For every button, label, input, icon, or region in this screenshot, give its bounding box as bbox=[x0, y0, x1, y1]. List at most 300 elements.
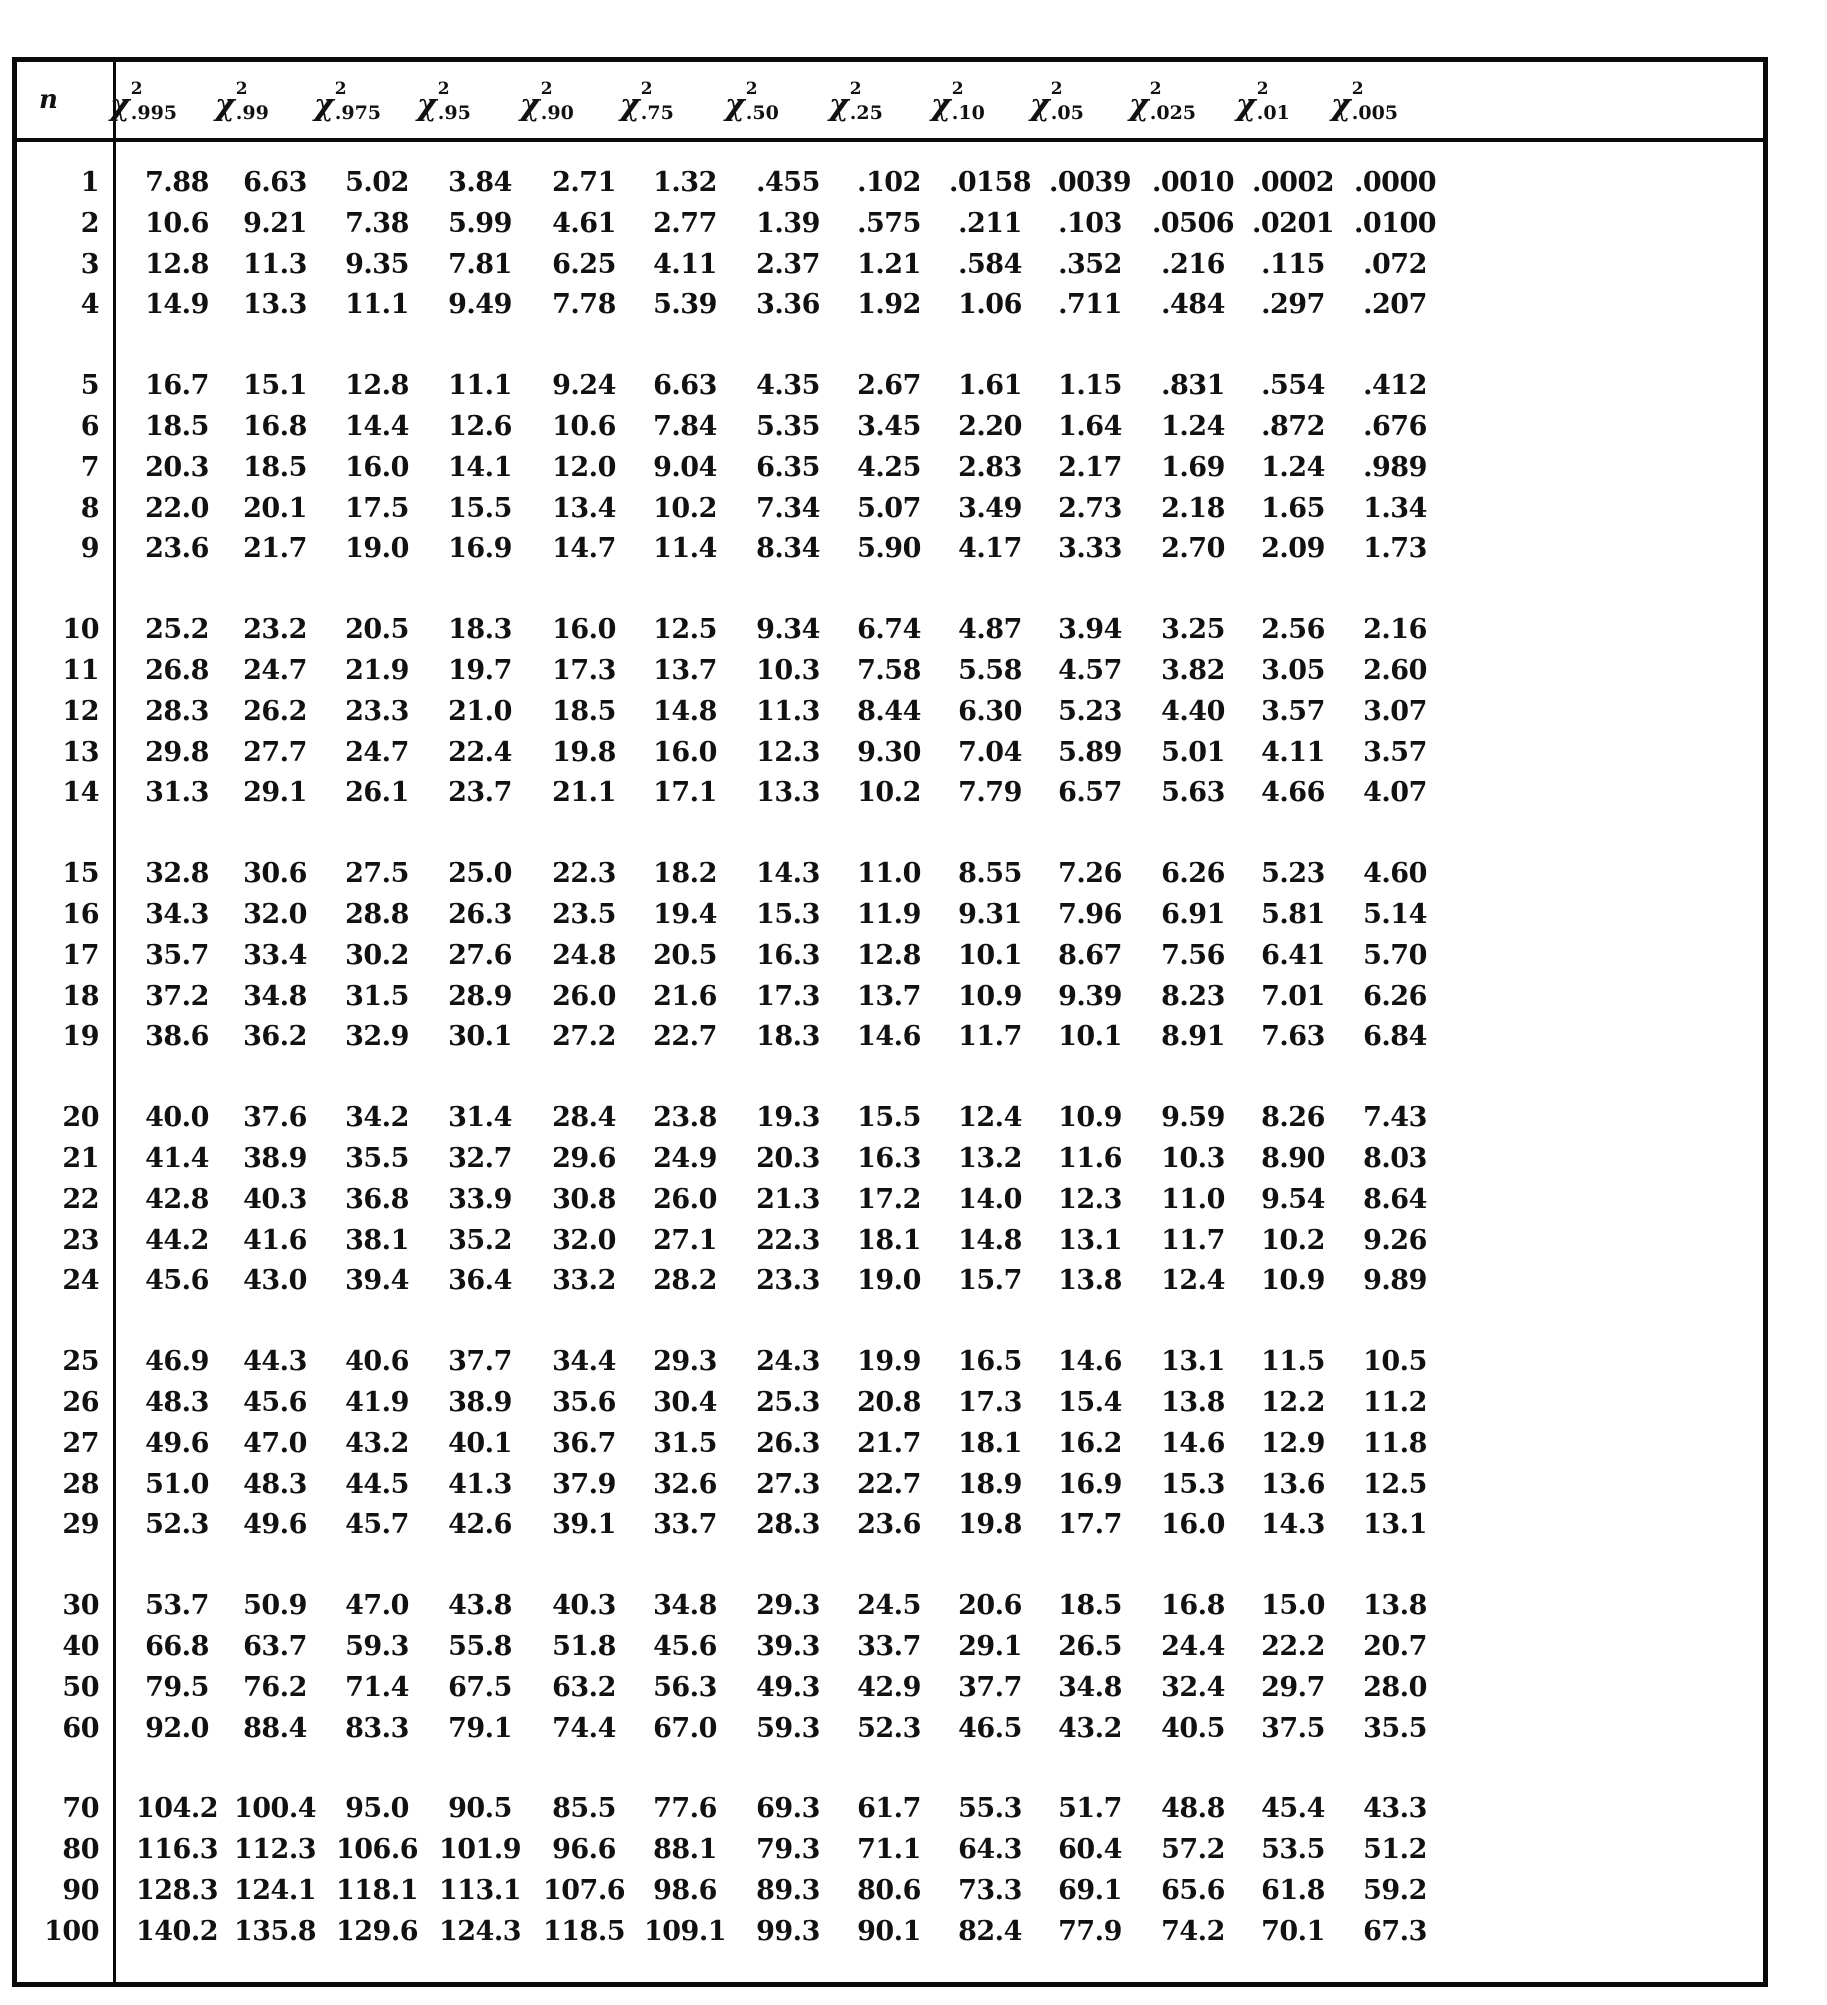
critical-value-cell: 22.7 bbox=[857, 1468, 921, 1500]
degrees-of-freedom-cell: 80 bbox=[62, 1834, 99, 1866]
critical-value-cell: 20.8 bbox=[857, 1387, 921, 1418]
probability-subscript: .25 bbox=[849, 102, 883, 124]
critical-value-cell: 4.11 bbox=[1261, 736, 1325, 768]
critical-value-cell: 22.3 bbox=[552, 858, 616, 890]
critical-value-cell: 50.9 bbox=[243, 1590, 307, 1622]
critical-value-cell: 11.7 bbox=[1161, 1224, 1225, 1256]
critical-value-cell: 17.3 bbox=[756, 980, 820, 1012]
table-row bbox=[17, 1138, 1763, 1179]
table-row bbox=[17, 1870, 1763, 1911]
degrees-of-freedom-cell: 25 bbox=[62, 1346, 99, 1378]
critical-value-cell: 22.7 bbox=[653, 1021, 717, 1053]
superscript: 2 bbox=[849, 79, 862, 99]
critical-value-cell: 3.49 bbox=[958, 492, 1022, 524]
degrees-of-freedom-cell: 21 bbox=[62, 1143, 99, 1174]
critical-value-cell: 21.3 bbox=[756, 1183, 820, 1215]
critical-value-cell: 8.03 bbox=[1363, 1143, 1427, 1174]
critical-value-cell: 5.23 bbox=[1261, 858, 1325, 890]
critical-value-cell: 8.55 bbox=[958, 858, 1022, 890]
table-row bbox=[17, 772, 1763, 813]
chi-symbol: χ bbox=[314, 88, 334, 123]
critical-value-cell: 79.1 bbox=[448, 1712, 512, 1744]
critical-value-cell: 16.5 bbox=[958, 1346, 1022, 1378]
critical-value-cell: 2.67 bbox=[857, 370, 921, 402]
critical-value-cell: 64.3 bbox=[958, 1834, 1022, 1866]
degrees-of-freedom-cell: 20 bbox=[62, 1102, 99, 1134]
superscript: 2 bbox=[130, 79, 143, 99]
critical-value-cell: 1.64 bbox=[1058, 411, 1122, 442]
critical-value-cell: 32.8 bbox=[145, 858, 209, 890]
chi-symbol: χ bbox=[215, 88, 235, 123]
critical-value-cell: 25.3 bbox=[756, 1387, 820, 1418]
critical-value-cell: 15.7 bbox=[958, 1265, 1022, 1297]
critical-value-cell: 3.33 bbox=[1058, 533, 1122, 565]
critical-value-cell: 106.6 bbox=[335, 1834, 419, 1866]
superscript: 2 bbox=[745, 79, 758, 99]
critical-value-cell: 7.88 bbox=[145, 167, 209, 198]
critical-value-cell: 1.73 bbox=[1363, 533, 1427, 565]
degrees-of-freedom-cell: 27 bbox=[62, 1427, 99, 1459]
critical-value-cell: 22.2 bbox=[1261, 1631, 1325, 1662]
critical-value-cell: 3.94 bbox=[1058, 614, 1122, 646]
critical-value-cell: 22.0 bbox=[145, 492, 209, 524]
degrees-of-freedom-cell: 12 bbox=[62, 695, 99, 727]
critical-value-cell: 29.6 bbox=[552, 1143, 616, 1174]
critical-value-cell: 11.8 bbox=[1363, 1427, 1427, 1459]
critical-value-cell: 20.7 bbox=[1363, 1631, 1427, 1662]
critical-value-cell: 28.8 bbox=[345, 899, 409, 930]
critical-value-cell: 42.9 bbox=[857, 1671, 921, 1703]
critical-value-cell: 7.04 bbox=[958, 736, 1022, 768]
critical-value-cell: 128.3 bbox=[135, 1875, 219, 1906]
critical-value-cell: 18.1 bbox=[857, 1224, 921, 1256]
critical-value-cell: 107.6 bbox=[542, 1875, 626, 1906]
critical-value-cell: 25.2 bbox=[145, 614, 209, 646]
critical-value-cell: 26.0 bbox=[552, 980, 616, 1012]
critical-value-cell: 33.9 bbox=[448, 1183, 512, 1215]
critical-value-cell: 27.5 bbox=[345, 858, 409, 890]
critical-value-cell: 4.17 bbox=[958, 533, 1022, 565]
chi-square-symbol bbox=[110, 77, 177, 123]
critical-value-cell: 18.1 bbox=[958, 1427, 1022, 1459]
critical-value-cell: 16.7 bbox=[145, 370, 209, 402]
critical-value-cell: 9.49 bbox=[448, 289, 512, 321]
critical-value-cell: 53.7 bbox=[145, 1590, 209, 1622]
critical-value-cell: 13.7 bbox=[857, 980, 921, 1012]
critical-value-cell: 11.7 bbox=[958, 1021, 1022, 1053]
critical-value-cell: 10.1 bbox=[1058, 1021, 1122, 1053]
critical-value-cell: 26.2 bbox=[243, 695, 307, 727]
critical-value-cell: 11.0 bbox=[857, 858, 921, 890]
critical-value-cell: 9.54 bbox=[1261, 1183, 1325, 1215]
critical-value-cell: 9.59 bbox=[1161, 1102, 1225, 1134]
critical-value-cell: 89.3 bbox=[756, 1875, 820, 1906]
chi-square-symbol bbox=[620, 77, 674, 123]
probability-subscript: .01 bbox=[1256, 102, 1290, 124]
critical-value-cell: 40.0 bbox=[145, 1102, 209, 1134]
critical-value-cell: 29.1 bbox=[243, 777, 307, 809]
critical-value-cell: 14.0 bbox=[958, 1183, 1022, 1215]
critical-value-cell: 26.3 bbox=[448, 899, 512, 930]
critical-value-cell: 35.5 bbox=[1363, 1712, 1427, 1744]
critical-value-cell: 4.40 bbox=[1161, 695, 1225, 727]
critical-value-cell: 18.5 bbox=[145, 411, 209, 442]
degrees-of-freedom-cell: 9 bbox=[80, 533, 99, 565]
critical-value-cell: 16.8 bbox=[1161, 1590, 1225, 1622]
critical-value-cell: 45.6 bbox=[243, 1387, 307, 1418]
critical-value-cell: 14.6 bbox=[1161, 1427, 1225, 1459]
critical-value-cell: 28.3 bbox=[145, 695, 209, 727]
critical-value-cell: 12.5 bbox=[653, 614, 717, 646]
critical-value-cell: 90.5 bbox=[448, 1793, 512, 1825]
critical-value-cell: .989 bbox=[1363, 451, 1427, 483]
header-row bbox=[17, 62, 1763, 138]
critical-value-cell: 17.7 bbox=[1058, 1509, 1122, 1541]
critical-value-cell: 37.2 bbox=[145, 980, 209, 1012]
critical-value-cell: 19.4 bbox=[653, 899, 717, 930]
critical-value-cell: 24.5 bbox=[857, 1590, 921, 1622]
critical-value-cell: 88.4 bbox=[243, 1712, 307, 1744]
critical-value-cell: 4.11 bbox=[653, 248, 717, 280]
critical-value-cell: 129.6 bbox=[335, 1915, 419, 1947]
critical-value-cell: 14.6 bbox=[1058, 1346, 1122, 1378]
superscript: 2 bbox=[1351, 79, 1364, 99]
critical-value-cell: 24.7 bbox=[345, 736, 409, 768]
critical-value-cell: 26.0 bbox=[653, 1183, 717, 1215]
critical-value-cell: 11.4 bbox=[653, 533, 717, 565]
critical-value-cell: 66.8 bbox=[145, 1631, 209, 1662]
critical-value-cell: 39.4 bbox=[345, 1265, 409, 1297]
critical-value-cell: 15.5 bbox=[857, 1102, 921, 1134]
critical-value-cell: 2.09 bbox=[1261, 533, 1325, 565]
critical-value-cell: 49.3 bbox=[756, 1671, 820, 1703]
critical-value-cell: 27.2 bbox=[552, 1021, 616, 1053]
critical-value-cell: 49.6 bbox=[145, 1427, 209, 1459]
critical-value-cell: 11.1 bbox=[345, 289, 409, 321]
critical-value-cell: 13.1 bbox=[1363, 1509, 1427, 1541]
critical-value-cell: 35.5 bbox=[345, 1143, 409, 1174]
critical-value-cell: 6.41 bbox=[1261, 939, 1325, 971]
critical-value-cell: 7.26 bbox=[1058, 858, 1122, 890]
critical-value-cell: 42.6 bbox=[448, 1509, 512, 1541]
critical-value-cell: 41.6 bbox=[243, 1224, 307, 1256]
critical-value-cell: 63.7 bbox=[243, 1631, 307, 1662]
critical-value-cell: 19.0 bbox=[857, 1265, 921, 1297]
critical-value-cell: 30.6 bbox=[243, 858, 307, 890]
critical-value-cell: .072 bbox=[1363, 248, 1427, 280]
critical-value-cell: 10.9 bbox=[1058, 1102, 1122, 1134]
table-row bbox=[17, 1626, 1763, 1667]
critical-value-cell: 4.87 bbox=[958, 614, 1022, 646]
degrees-of-freedom-cell: 60 bbox=[62, 1712, 99, 1744]
critical-value-cell: 13.1 bbox=[1058, 1224, 1122, 1256]
table-row bbox=[17, 1667, 1763, 1708]
critical-value-cell: 11.3 bbox=[756, 695, 820, 727]
critical-value-cell: 20.1 bbox=[243, 492, 307, 524]
column-header bbox=[520, 62, 574, 138]
critical-value-cell: .297 bbox=[1261, 289, 1325, 321]
superscript: 2 bbox=[1050, 79, 1063, 99]
critical-value-cell: 11.2 bbox=[1363, 1387, 1427, 1418]
critical-value-cell: 73.3 bbox=[958, 1875, 1022, 1906]
critical-value-cell: 92.0 bbox=[145, 1712, 209, 1744]
critical-value-cell: 11.0 bbox=[1161, 1183, 1225, 1215]
chi-square-symbol bbox=[1129, 77, 1196, 123]
critical-value-cell: 36.8 bbox=[345, 1183, 409, 1215]
critical-value-cell: 19.0 bbox=[345, 533, 409, 565]
critical-value-cell: 12.5 bbox=[1363, 1468, 1427, 1500]
critical-value-cell: 5.02 bbox=[345, 167, 409, 198]
header-rule bbox=[17, 138, 1763, 142]
column-header bbox=[725, 62, 779, 138]
critical-value-cell: 3.25 bbox=[1161, 614, 1225, 646]
critical-value-cell: 53.5 bbox=[1261, 1834, 1325, 1866]
critical-value-cell: 43.2 bbox=[1058, 1712, 1122, 1744]
critical-value-cell: 7.78 bbox=[552, 289, 616, 321]
degrees-of-freedom-cell: 29 bbox=[62, 1509, 99, 1541]
probability-subscript: .975 bbox=[334, 102, 382, 124]
critical-value-cell: 45.7 bbox=[345, 1509, 409, 1541]
chi-symbol: χ bbox=[620, 88, 640, 123]
degrees-of-freedom-cell: 90 bbox=[62, 1875, 99, 1906]
critical-value-cell: 16.0 bbox=[345, 451, 409, 483]
critical-value-cell: 10.2 bbox=[857, 777, 921, 809]
critical-value-cell: 2.16 bbox=[1363, 614, 1427, 646]
degrees-of-freedom-cell: 24 bbox=[62, 1265, 99, 1297]
table-row bbox=[17, 365, 1763, 406]
critical-value-cell: 19.9 bbox=[857, 1346, 921, 1378]
critical-value-cell: 59.2 bbox=[1363, 1875, 1427, 1906]
critical-value-cell: 21.7 bbox=[243, 533, 307, 565]
table-row bbox=[17, 976, 1763, 1017]
critical-value-cell: 35.2 bbox=[448, 1224, 512, 1256]
critical-value-cell: 38.9 bbox=[243, 1143, 307, 1174]
critical-value-cell: 100.4 bbox=[233, 1793, 317, 1825]
column-header bbox=[1331, 62, 1398, 138]
degrees-of-freedom-cell: 50 bbox=[62, 1671, 99, 1703]
critical-value-cell: 67.5 bbox=[448, 1671, 512, 1703]
critical-value-cell: 3.45 bbox=[857, 411, 921, 442]
chi-symbol: χ bbox=[931, 88, 951, 123]
critical-value-cell: 9.39 bbox=[1058, 980, 1122, 1012]
critical-value-cell: 3.57 bbox=[1261, 695, 1325, 727]
critical-value-cell: 12.8 bbox=[345, 370, 409, 402]
table-row bbox=[17, 1179, 1763, 1220]
critical-value-cell: 9.35 bbox=[345, 248, 409, 280]
critical-value-cell: 19.7 bbox=[448, 655, 512, 686]
critical-value-cell: 10.9 bbox=[1261, 1265, 1325, 1297]
column-header bbox=[1129, 62, 1196, 138]
critical-value-cell: 11.5 bbox=[1261, 1346, 1325, 1378]
critical-value-cell: .103 bbox=[1058, 207, 1122, 239]
critical-value-cell: 28.9 bbox=[448, 980, 512, 1012]
table-row bbox=[17, 1382, 1763, 1423]
critical-value-cell: 32.6 bbox=[653, 1468, 717, 1500]
critical-value-cell: 21.6 bbox=[653, 980, 717, 1012]
critical-value-cell: 99.3 bbox=[756, 1915, 820, 1947]
critical-value-cell: 90.1 bbox=[857, 1915, 921, 1947]
critical-value-cell: 7.34 bbox=[756, 492, 820, 524]
critical-value-cell: 17.3 bbox=[552, 655, 616, 686]
critical-value-cell: 16.3 bbox=[756, 939, 820, 971]
critical-value-cell: 61.8 bbox=[1261, 1875, 1325, 1906]
critical-value-cell: 16.0 bbox=[653, 736, 717, 768]
critical-value-cell: 13.3 bbox=[756, 777, 820, 809]
critical-value-cell: 4.25 bbox=[857, 451, 921, 483]
critical-value-cell: 16.0 bbox=[552, 614, 616, 646]
superscript: 2 bbox=[437, 79, 450, 99]
critical-value-cell: 24.4 bbox=[1161, 1631, 1225, 1662]
degrees-of-freedom-cell: 19 bbox=[62, 1021, 99, 1053]
critical-value-cell: 12.0 bbox=[552, 451, 616, 483]
critical-value-cell: 12.6 bbox=[448, 411, 512, 442]
critical-value-cell: .102 bbox=[857, 167, 921, 198]
critical-value-cell: 67.3 bbox=[1363, 1915, 1427, 1947]
critical-value-cell: 13.1 bbox=[1161, 1346, 1225, 1378]
critical-value-cell: 5.07 bbox=[857, 492, 921, 524]
critical-value-cell: 25.0 bbox=[448, 858, 512, 890]
critical-value-cell: 8.34 bbox=[756, 533, 820, 565]
critical-value-cell: 1.24 bbox=[1261, 451, 1325, 483]
critical-value-cell: 63.2 bbox=[552, 1671, 616, 1703]
degrees-of-freedom-cell: 40 bbox=[62, 1631, 99, 1662]
critical-value-cell: 7.84 bbox=[653, 411, 717, 442]
critical-value-cell: 60.4 bbox=[1058, 1834, 1122, 1866]
critical-value-cell: 3.57 bbox=[1363, 736, 1427, 768]
critical-value-cell: 13.3 bbox=[243, 289, 307, 321]
degrees-of-freedom-cell: 7 bbox=[80, 451, 99, 483]
degrees-of-freedom-cell: 17 bbox=[62, 939, 99, 971]
critical-value-cell: 71.1 bbox=[857, 1834, 921, 1866]
critical-value-cell: 1.92 bbox=[857, 289, 921, 321]
superscript: 2 bbox=[1149, 79, 1162, 99]
critical-value-cell: 16.3 bbox=[857, 1143, 921, 1174]
critical-value-cell: 5.14 bbox=[1363, 899, 1427, 930]
critical-value-cell: 26.1 bbox=[345, 777, 409, 809]
critical-value-cell: 9.34 bbox=[756, 614, 820, 646]
critical-value-cell: 77.9 bbox=[1058, 1915, 1122, 1947]
chi-square-symbol bbox=[1236, 77, 1290, 123]
critical-value-cell: 19.8 bbox=[958, 1509, 1022, 1541]
critical-value-cell: 44.5 bbox=[345, 1468, 409, 1500]
critical-value-cell: 41.3 bbox=[448, 1468, 512, 1500]
critical-value-cell: 104.2 bbox=[135, 1793, 219, 1825]
critical-value-cell: 37.7 bbox=[958, 1671, 1022, 1703]
critical-value-cell: 4.60 bbox=[1363, 858, 1427, 890]
critical-value-cell: 5.39 bbox=[653, 289, 717, 321]
critical-value-cell: 33.2 bbox=[552, 1265, 616, 1297]
critical-value-cell: 31.5 bbox=[345, 980, 409, 1012]
critical-value-cell: 5.63 bbox=[1161, 777, 1225, 809]
critical-value-cell: 13.8 bbox=[1161, 1387, 1225, 1418]
chi-square-symbol bbox=[314, 77, 381, 123]
degrees-of-freedom-cell: 26 bbox=[62, 1387, 99, 1418]
critical-value-cell: 34.3 bbox=[145, 899, 209, 930]
column-header bbox=[1236, 62, 1290, 138]
critical-value-cell: 61.7 bbox=[857, 1793, 921, 1825]
critical-value-cell: 28.2 bbox=[653, 1265, 717, 1297]
critical-value-cell: 39.3 bbox=[756, 1631, 820, 1662]
critical-value-cell: 41.4 bbox=[145, 1143, 209, 1174]
critical-value-cell: 20.3 bbox=[145, 451, 209, 483]
critical-value-cell: 26.8 bbox=[145, 655, 209, 686]
critical-value-cell: 22.3 bbox=[756, 1224, 820, 1256]
chi-square-table bbox=[12, 57, 1768, 1987]
critical-value-cell: 21.9 bbox=[345, 655, 409, 686]
critical-value-cell: 27.1 bbox=[653, 1224, 717, 1256]
critical-value-cell: .0002 bbox=[1251, 167, 1335, 198]
degrees-of-freedom-cell: 11 bbox=[62, 655, 99, 686]
table-row bbox=[17, 1708, 1763, 1749]
critical-value-cell: 7.96 bbox=[1058, 899, 1122, 930]
critical-value-cell: 88.1 bbox=[653, 1834, 717, 1866]
table-row bbox=[17, 1341, 1763, 1382]
critical-value-cell: 24.9 bbox=[653, 1143, 717, 1174]
critical-value-cell: 32.0 bbox=[552, 1224, 616, 1256]
table-row bbox=[17, 1097, 1763, 1138]
critical-value-cell: 14.3 bbox=[756, 858, 820, 890]
critical-value-cell: 70.1 bbox=[1261, 1915, 1325, 1947]
critical-value-cell: .575 bbox=[857, 207, 921, 239]
degrees-of-freedom-cell: 13 bbox=[62, 736, 99, 768]
degrees-of-freedom-cell: 14 bbox=[62, 777, 99, 809]
critical-value-cell: 59.3 bbox=[345, 1631, 409, 1662]
critical-value-cell: 40.6 bbox=[345, 1346, 409, 1378]
critical-value-cell: 14.9 bbox=[145, 289, 209, 321]
probability-subscript: .995 bbox=[130, 102, 178, 124]
critical-value-cell: 29.3 bbox=[653, 1346, 717, 1378]
critical-value-cell: 69.1 bbox=[1058, 1875, 1122, 1906]
critical-value-cell: 31.5 bbox=[653, 1427, 717, 1459]
critical-value-cell: 39.1 bbox=[552, 1509, 616, 1541]
n-column-header: n bbox=[39, 85, 58, 115]
critical-value-cell: 24.3 bbox=[756, 1346, 820, 1378]
critical-value-cell: 67.0 bbox=[653, 1712, 717, 1744]
critical-value-cell: 10.2 bbox=[653, 492, 717, 524]
table-row bbox=[17, 406, 1763, 447]
table-row bbox=[17, 284, 1763, 325]
critical-value-cell: .207 bbox=[1363, 289, 1427, 321]
critical-value-cell: 12.3 bbox=[756, 736, 820, 768]
probability-subscript: .95 bbox=[437, 102, 471, 124]
critical-value-cell: 5.99 bbox=[448, 207, 512, 239]
critical-value-cell: 33.7 bbox=[857, 1631, 921, 1662]
critical-value-cell: 3.05 bbox=[1261, 655, 1325, 686]
critical-value-cell: 17.1 bbox=[653, 777, 717, 809]
critical-value-cell: 37.5 bbox=[1261, 1712, 1325, 1744]
degrees-of-freedom-cell: 22 bbox=[62, 1183, 99, 1215]
critical-value-cell: 16.8 bbox=[243, 411, 307, 442]
chi-symbol: χ bbox=[1129, 88, 1149, 123]
table-row bbox=[17, 1585, 1763, 1626]
critical-value-cell: 7.56 bbox=[1161, 939, 1225, 971]
critical-value-cell: 37.9 bbox=[552, 1468, 616, 1500]
critical-value-cell: 2.37 bbox=[756, 248, 820, 280]
table-row bbox=[17, 1260, 1763, 1301]
critical-value-cell: 18.3 bbox=[756, 1021, 820, 1053]
critical-value-cell: 6.91 bbox=[1161, 899, 1225, 930]
critical-value-cell: 15.4 bbox=[1058, 1387, 1122, 1418]
critical-value-cell: 23.3 bbox=[756, 1265, 820, 1297]
critical-value-cell: 51.2 bbox=[1363, 1834, 1427, 1866]
critical-value-cell: 52.3 bbox=[145, 1509, 209, 1541]
critical-value-cell: 2.83 bbox=[958, 451, 1022, 483]
degrees-of-freedom-cell: 4 bbox=[80, 289, 99, 321]
critical-value-cell: 10.2 bbox=[1261, 1224, 1325, 1256]
critical-value-cell: 1.65 bbox=[1261, 492, 1325, 524]
critical-value-cell: 23.5 bbox=[552, 899, 616, 930]
column-header bbox=[931, 62, 985, 138]
